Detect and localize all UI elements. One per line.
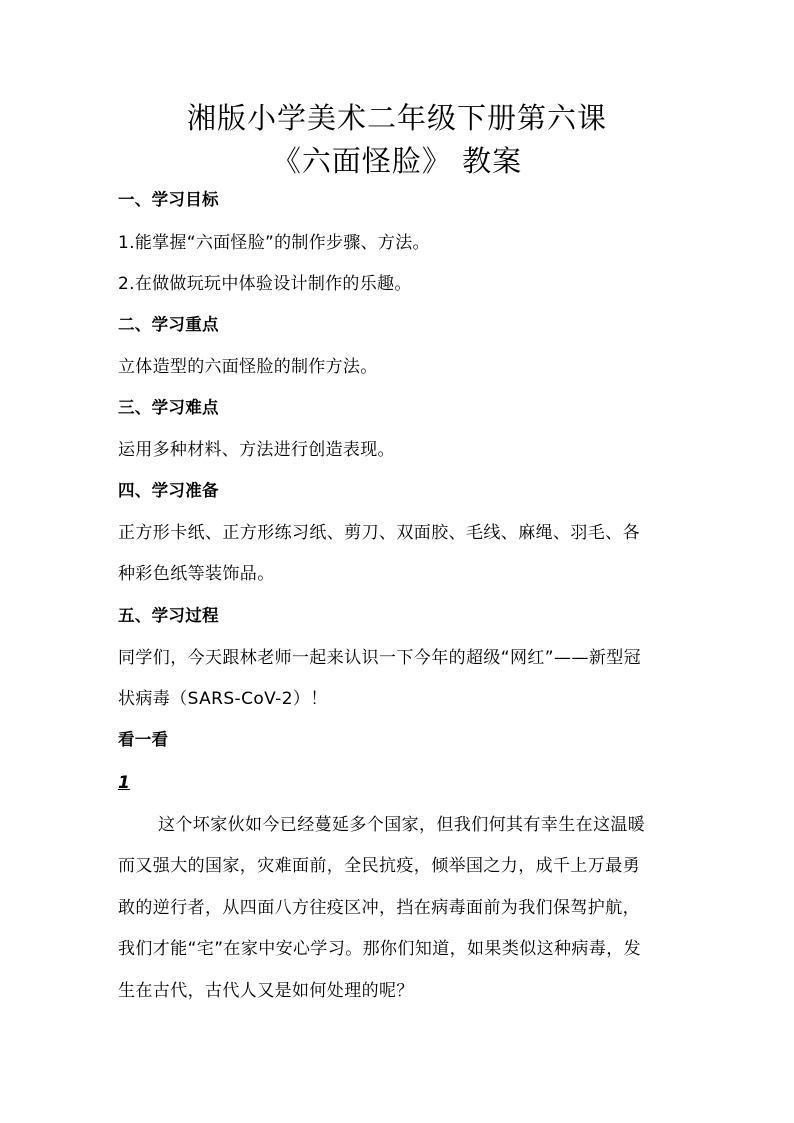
section-heading-key-points: 二、学习重点 [118, 315, 219, 334]
look-paragraph-line-4: 我们才能“宅”在家中安心学习。那你们知道，如果类似这种病毒，发 [118, 939, 642, 959]
look-paragraph-line-1: 这个坏家伙如今已经蔓延多个国家，但我们何其有幸生在这温暖 [158, 815, 646, 835]
section-heading-preparation: 四、学习准备 [118, 481, 219, 500]
section-heading-process: 五、学习过程 [118, 606, 219, 625]
step-number: 1 [118, 773, 131, 793]
look-paragraph-line-2: 而又强大的国家，灾难面前，全民抗疫，倾举国之力，成千上万最勇 [118, 856, 640, 876]
key-points-text: 立体造型的六面怪脸的制作方法。 [118, 357, 378, 377]
section-heading-objectives: 一、学习目标 [118, 190, 219, 209]
objective-item-1: 1.能掌握“六面怪脸”的制作步骤、方法。 [118, 233, 430, 253]
look-paragraph-line-3: 敢的逆行者，从四面八方往疫区冲，挡在病毒面前为我们保驾护航， [118, 898, 640, 918]
look-heading: 看一看 [118, 730, 169, 749]
document-title-line1: 湘版小学美术二年级下册第六课 [186, 101, 607, 135]
document-title-line2: 《六面怪脸》 教案 [271, 144, 523, 178]
preparation-line-1: 正方形卡纸、正方形练习纸、剪刀、双面胶、毛线、麻绳、羽毛、各 [118, 523, 640, 543]
objective-item-2: 2.在做做玩玩中体验设计制作的乐趣。 [118, 274, 412, 294]
look-paragraph-line-5: 生在古代，古代人又是如何处理的呢？ [118, 981, 414, 1001]
process-line-2: 状病毒（SARS-CoV-2）！ [118, 689, 328, 709]
difficulties-text: 运用多种材料、方法进行创造表现。 [118, 440, 395, 460]
process-line-1: 同学们，今天跟林老师一起来认识一下今年的超级“网红”——新型冠 [118, 648, 642, 668]
preparation-line-2: 种彩色纸等装饰品。 [118, 564, 275, 584]
section-heading-difficulties: 三、学习难点 [118, 398, 219, 417]
